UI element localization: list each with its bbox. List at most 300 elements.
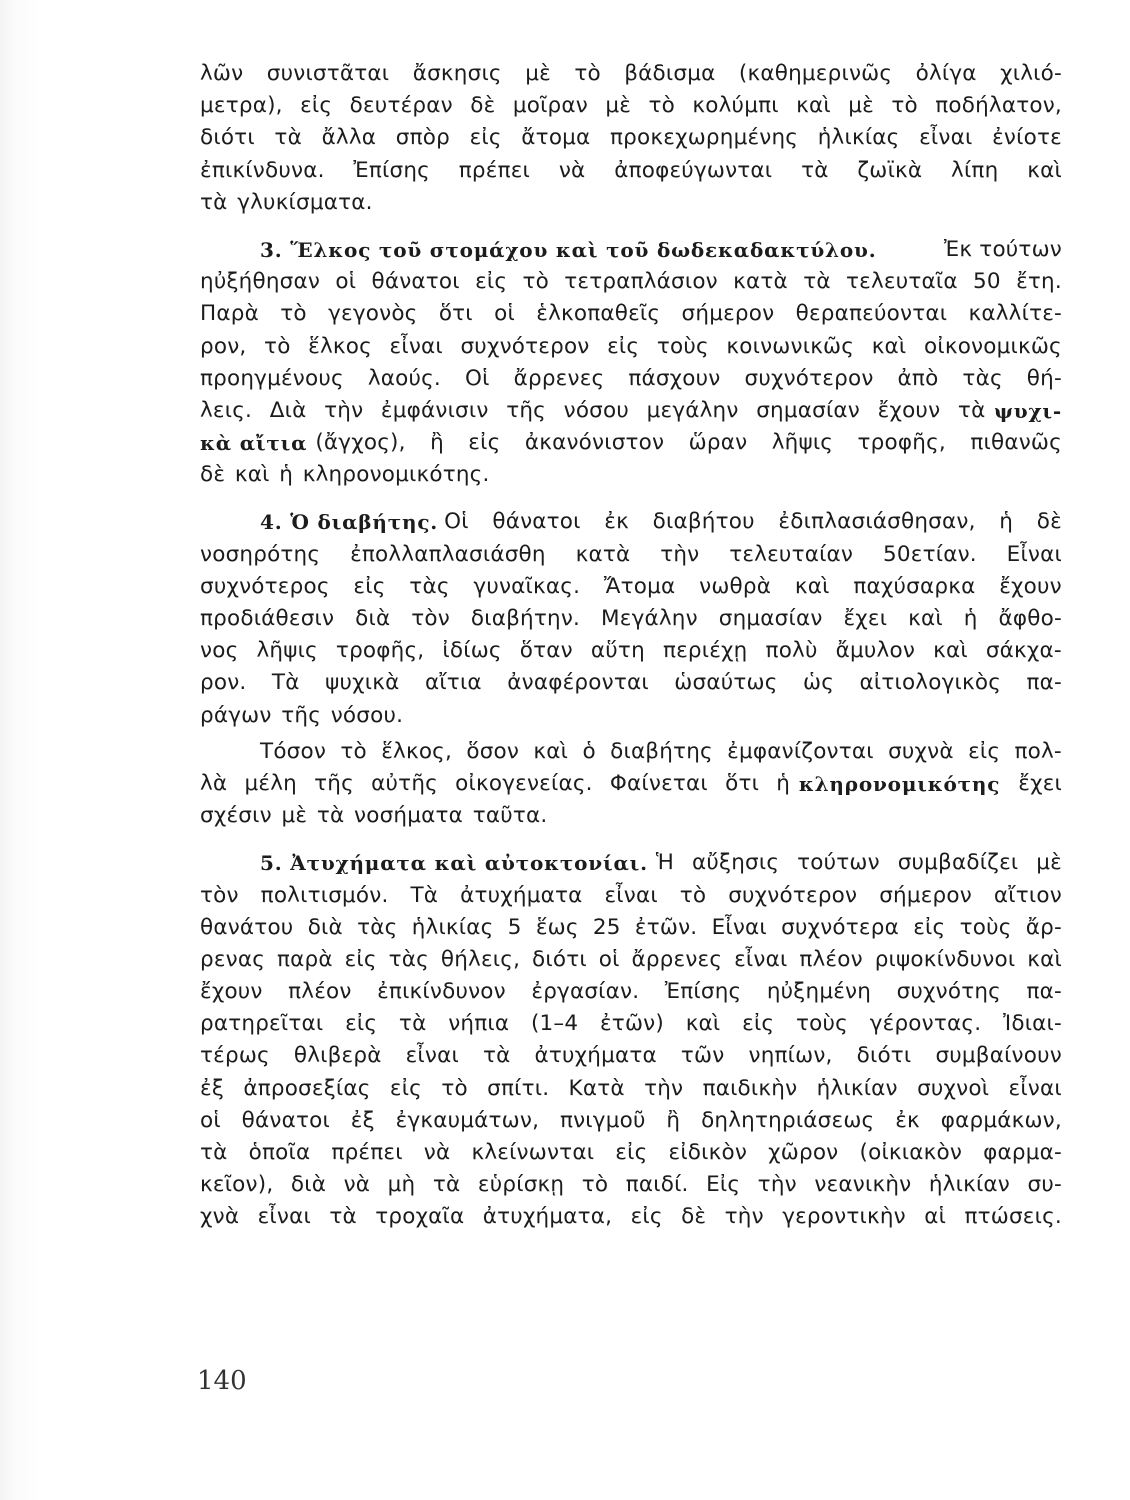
- text-segment: [200, 768, 790, 800]
- text-segment: ἔχει: [1018, 770, 1062, 796]
- word: θεραπεύονται: [795, 301, 948, 327]
- text-line: [200, 1073, 1062, 1105]
- word: μὲ: [525, 61, 551, 86]
- text-line: [200, 1137, 1062, 1169]
- word: ἡ: [279, 462, 294, 488]
- word: λαούς.: [367, 365, 441, 391]
- word: ἀτυχήματα: [534, 1043, 657, 1069]
- text-line: [200, 1105, 1062, 1137]
- word: συχνότερον: [728, 882, 858, 908]
- text-segment: Ἐκ τούτων: [943, 236, 1062, 262]
- word: Τόσον: [260, 738, 327, 764]
- word: ἄσκησις: [412, 61, 502, 86]
- word: καὶ: [871, 333, 907, 359]
- word: ἀναφέρονται: [507, 670, 649, 696]
- word: τῶν: [680, 1043, 725, 1069]
- word: Εἶναι: [711, 914, 767, 940]
- word: χιλιό-: [1000, 61, 1062, 86]
- word: τὰ: [801, 157, 829, 183]
- word: (οἰκιακὸν: [859, 1140, 963, 1165]
- word: λῆψις: [256, 638, 318, 664]
- word: ἡλικίας: [411, 914, 494, 940]
- word: ἔχουν: [999, 573, 1062, 599]
- word: ἔτη.: [1016, 269, 1062, 295]
- word: ὡσαύτως: [674, 670, 778, 696]
- word: συχνότερος: [200, 573, 330, 599]
- text-line: [200, 90, 1062, 122]
- word: θάνατοι: [371, 269, 460, 295]
- word: τὰς: [409, 573, 450, 599]
- word: καὶ: [1027, 157, 1062, 183]
- word: κληρονομικότης.: [302, 462, 490, 488]
- word: τούτων: [797, 850, 880, 876]
- word: Εἰς: [706, 1172, 741, 1198]
- word: γεγονὸς: [328, 301, 418, 327]
- word: συ-: [1027, 1172, 1062, 1198]
- word: τὴν: [660, 541, 700, 567]
- word: φαρμάκων,: [940, 1107, 1062, 1133]
- word: εἶναι: [257, 1204, 311, 1230]
- word: σημασίαν: [718, 606, 823, 631]
- text-line: [200, 736, 1062, 768]
- word: μεγάλην: [646, 397, 739, 423]
- word: εἰς: [607, 333, 640, 359]
- word: νὰ: [343, 1172, 371, 1198]
- word: ἐτῶν): [599, 1011, 664, 1037]
- word: (καθημερινῶς: [738, 61, 893, 86]
- word: ρατηρεῖται: [200, 1011, 324, 1037]
- word: καὶ: [685, 1011, 721, 1037]
- text-line: [200, 395, 1062, 427]
- word: τῆς: [281, 702, 322, 728]
- word: οἱ: [598, 946, 620, 972]
- text-line: [200, 266, 1062, 298]
- word: θάνατοι: [492, 509, 581, 535]
- paragraph-exercise: [200, 58, 1062, 219]
- word: ἡλικίαν: [816, 1075, 898, 1101]
- word: μὲ: [605, 93, 632, 119]
- section-heading-accidents: [260, 847, 648, 879]
- word: πολ-: [1014, 738, 1062, 764]
- paragraph-ulcer: [200, 234, 1062, 492]
- word: τοὺς: [959, 914, 1012, 940]
- text-line: [200, 800, 1062, 832]
- section-heading-ulcer: [260, 234, 876, 266]
- word: ἄτομα: [521, 125, 591, 151]
- word: σημασίαν: [756, 397, 861, 423]
- word: πιθανῶς: [970, 430, 1062, 456]
- word: τὰς: [962, 365, 1003, 391]
- word: νοσήματα: [354, 803, 464, 829]
- word: διὰ: [290, 1172, 327, 1198]
- text-line: [200, 635, 1062, 667]
- word: ἔχουν: [877, 397, 941, 423]
- word: περιέχῃ: [662, 638, 748, 664]
- word: ἀκανόνιστον: [524, 430, 665, 456]
- word: πρέπει: [331, 1140, 403, 1165]
- word: ἡ: [776, 770, 791, 796]
- word: εἶναι: [919, 125, 973, 151]
- word: οἰκονομικῶς: [924, 333, 1062, 359]
- word: Παρὰ: [200, 301, 259, 327]
- word: εὑρίσκῃ: [477, 1172, 565, 1198]
- word: τοὺς: [796, 1011, 848, 1037]
- word: Ἡ: [655, 850, 675, 876]
- word: παιδικὴν: [702, 1075, 798, 1101]
- word: καὶ: [908, 606, 943, 631]
- word: ἀπροσεξίας: [243, 1075, 371, 1101]
- word: καὶ: [533, 738, 569, 764]
- word: χῶρον: [768, 1140, 839, 1165]
- text-line: [200, 1040, 1062, 1072]
- word: τὸν: [411, 606, 450, 631]
- word: ἀπὸ: [897, 365, 939, 391]
- bold-term-heredity: κληρονομικότης: [798, 771, 1001, 796]
- text-line: [200, 912, 1062, 944]
- word: ἡλικίας: [817, 125, 900, 151]
- word: αἴτιον: [993, 882, 1062, 908]
- word: τὸ: [891, 93, 918, 119]
- word: αὐτῆς: [371, 770, 438, 796]
- word: ἡ: [999, 509, 1014, 535]
- text-line: [200, 427, 1062, 459]
- word: ἔχει: [843, 606, 888, 631]
- word: ὥραν: [688, 430, 748, 456]
- word: 50ετίαν.: [883, 541, 977, 567]
- word: ἔχουν: [200, 979, 263, 1005]
- word: πολὺ: [765, 638, 818, 664]
- word: διὰ: [307, 914, 343, 940]
- word: Οἱ: [444, 509, 469, 535]
- word: συχνότερον: [744, 365, 874, 391]
- word: εἰδικὸν: [668, 1140, 748, 1165]
- word: τὸ: [280, 301, 307, 327]
- word: νὰ: [423, 1140, 451, 1165]
- text-segment: [444, 506, 1062, 538]
- word: ὅταν: [519, 638, 573, 664]
- word: ἀτυχήματα: [460, 882, 583, 908]
- word: πολιτισμόν.: [260, 882, 389, 908]
- word: κλείνωνται: [471, 1140, 595, 1165]
- word: τὰ: [274, 125, 302, 151]
- word: εἰς: [345, 1011, 378, 1037]
- word: συχνότερον: [460, 333, 590, 359]
- word: ἐμφανίζονται: [727, 738, 874, 764]
- bold-term-aitia: κὰ αἴτια: [200, 431, 308, 456]
- word: λεις.: [200, 397, 253, 423]
- word: τῆς: [314, 770, 354, 796]
- word: τὰ: [803, 269, 831, 295]
- section-title: Ἀτυχήματα καὶ αὐτοκτονίαι.: [290, 851, 648, 876]
- word: εἰς: [300, 93, 333, 119]
- word: τὸ: [441, 1075, 468, 1101]
- word: θάνατοι: [241, 1107, 330, 1133]
- word: Ἐπίσης: [353, 157, 430, 183]
- word: παρὰ: [276, 946, 333, 972]
- word: παχύσαρκα: [853, 573, 976, 599]
- word: ἕλκος: [308, 333, 372, 359]
- word: τὰ: [316, 803, 345, 829]
- word: συνιστᾶται: [266, 61, 390, 86]
- word: γεροντικὴν: [782, 1204, 906, 1230]
- word: νωθρὰ: [699, 573, 772, 599]
- word: ἐκ: [604, 509, 629, 535]
- text-line: [200, 667, 1062, 699]
- word: ἐπολλαπλασιάσθη: [350, 541, 546, 567]
- word: εἶναι: [734, 946, 788, 972]
- text-line: [200, 331, 1062, 363]
- word: προηγμένους: [200, 365, 344, 391]
- paragraph-heredity: [200, 736, 1062, 833]
- word: ριψοκίνδυνοι: [874, 946, 1016, 972]
- word: ρον,: [200, 333, 247, 359]
- word: τὰ: [398, 1011, 427, 1037]
- word: Τὰ: [271, 670, 300, 696]
- word: καὶ: [1027, 946, 1062, 972]
- word: νόσου: [563, 397, 629, 423]
- word: ἀτυχήματα,: [482, 1204, 613, 1230]
- word: Διὰ: [269, 397, 307, 423]
- word: ράγων: [200, 702, 272, 728]
- word: νόσου.: [330, 702, 404, 728]
- word: αἴτια: [424, 670, 482, 696]
- word: ὀλίγα: [915, 61, 977, 86]
- word: τὴν: [644, 1075, 684, 1101]
- word: σπὸρ: [395, 125, 450, 151]
- word: τὰ: [957, 397, 986, 423]
- word: τροφῆς,: [857, 430, 946, 456]
- word: κατὰ: [733, 269, 788, 295]
- text-line: [200, 298, 1062, 330]
- word: κεῖον),: [200, 1172, 274, 1198]
- text-line: [200, 122, 1062, 154]
- word: δὲ: [200, 462, 226, 488]
- word: κατὰ: [575, 541, 631, 567]
- word: σήμερον: [681, 301, 775, 327]
- word: ἐπικίνδυνον: [377, 979, 506, 1005]
- word: γέροντας.: [869, 1011, 982, 1037]
- word: ἕως: [535, 914, 579, 940]
- section-number: 4.: [260, 510, 283, 535]
- word: ἐμφάνισιν: [380, 397, 489, 423]
- word: ἐργασίαν.: [531, 979, 640, 1005]
- word: ὁποῖα: [248, 1140, 311, 1165]
- word: νὰ: [558, 157, 586, 183]
- text-line: [200, 363, 1062, 395]
- word: 5: [507, 914, 522, 940]
- text-segment: [315, 427, 1062, 459]
- word: ψυχικὰ: [325, 670, 400, 696]
- word: βάδισμα: [624, 61, 716, 86]
- section-heading-diabetes: [260, 506, 438, 538]
- word: καὶ: [796, 93, 831, 119]
- section-number: 3.: [260, 237, 283, 262]
- page-body-text: [200, 58, 1062, 1234]
- word: εἰς: [630, 1204, 663, 1230]
- word: θή-: [1026, 365, 1062, 391]
- word: (1–4: [530, 1011, 579, 1037]
- word: εἰς: [353, 573, 386, 599]
- word: θλιβερὰ: [293, 1043, 382, 1069]
- word: ἐγκαυμάτων,: [395, 1107, 540, 1133]
- text-line: [200, 506, 1062, 538]
- word: αἰτιολογικὸς: [859, 670, 1002, 696]
- word: ἢ: [666, 1107, 681, 1133]
- section-number: 5.: [260, 851, 283, 876]
- word: πα-: [1026, 979, 1062, 1005]
- word: αὕτη: [590, 638, 645, 664]
- word: εἰς: [344, 946, 377, 972]
- word: συμβαδίζει: [897, 850, 1019, 876]
- word: χνὰ: [200, 1204, 240, 1230]
- word: διὰ: [355, 606, 391, 631]
- word: καλλίτε-: [968, 301, 1062, 327]
- word: ὁ: [582, 738, 596, 764]
- word: θήλεις,: [440, 946, 521, 972]
- word: προδιάθεσιν: [200, 606, 335, 631]
- text-line: [200, 234, 1062, 266]
- word: εἰς: [469, 125, 502, 151]
- word: αὔξησις: [692, 850, 780, 876]
- word: ηὐξημένη: [766, 979, 872, 1005]
- word: νήπια: [448, 1011, 510, 1037]
- word: καὶ: [933, 638, 968, 664]
- word: τὰ: [329, 1204, 357, 1230]
- word: φαρμα-: [983, 1140, 1062, 1165]
- word: ζωϊκὰ: [857, 157, 923, 183]
- word: τὸ: [648, 93, 675, 119]
- word: ἐξ: [350, 1107, 375, 1133]
- word: σήμερον: [879, 882, 972, 908]
- word: Ἐπίσης: [664, 979, 742, 1005]
- word: τελευταῖα: [846, 269, 958, 295]
- word: καὶ: [794, 573, 830, 599]
- word: πνιγμοῦ: [559, 1107, 646, 1133]
- word: ἕλκος,: [381, 738, 453, 764]
- word: 25: [592, 914, 621, 940]
- word: εἰς: [913, 914, 946, 940]
- word: Ἰδιαι-: [1002, 1011, 1062, 1037]
- word: νος: [200, 638, 239, 664]
- word: δὲ: [470, 93, 496, 119]
- word: ἡ: [963, 606, 978, 631]
- word: πλέον: [799, 946, 863, 972]
- word: εἰς: [968, 738, 1001, 764]
- word: ἰδίως: [442, 638, 502, 664]
- word: μὴ: [387, 1172, 416, 1198]
- word: ἐτῶν.: [634, 914, 698, 940]
- word: τὸ: [264, 333, 291, 359]
- text-line: [200, 539, 1062, 571]
- word: παιδί.: [625, 1172, 689, 1198]
- word: εἶναι: [1008, 1075, 1062, 1101]
- paragraph-diabetes: [200, 506, 1062, 731]
- section-title: Ὁ διαβήτης.: [290, 510, 439, 535]
- word: προκεχωρημένης: [610, 125, 799, 151]
- word: ἄρρενες: [513, 365, 605, 391]
- word: εἶναι: [405, 1043, 459, 1069]
- word: καὶ: [234, 462, 270, 488]
- word: Οἱ: [464, 365, 490, 391]
- text-line: [200, 944, 1062, 976]
- word: εἰς: [468, 430, 501, 456]
- word: διότι: [856, 1043, 912, 1069]
- word: Εἶναι: [1006, 541, 1062, 567]
- word: συχνότερα: [781, 914, 899, 940]
- word: ταῦτα.: [472, 803, 548, 829]
- word: ἄφθο-: [998, 606, 1062, 631]
- word: τῆς: [506, 397, 546, 423]
- text-line: [200, 603, 1062, 635]
- word: μὲ: [1036, 850, 1062, 876]
- word: ηὐξήθησαν: [200, 269, 321, 295]
- word: νηπίων,: [748, 1043, 833, 1069]
- word: νεανικὴν: [814, 1172, 912, 1198]
- word: πλέον: [288, 979, 352, 1005]
- word: σχέσιν: [200, 803, 272, 829]
- word: οἱ: [335, 269, 357, 295]
- word: σάκχα-: [985, 638, 1062, 664]
- word: σπίτι.: [487, 1075, 550, 1101]
- word: τὸ: [340, 738, 367, 764]
- bold-term-psychika: ψυχι-: [994, 398, 1062, 423]
- text-line: [200, 1169, 1062, 1201]
- text-segment: [200, 395, 986, 427]
- word: τετραπλάσιον: [564, 269, 718, 295]
- word: ἄρ-: [1025, 914, 1062, 940]
- word: τὰ: [432, 1172, 461, 1198]
- word: δὲ: [1036, 509, 1062, 535]
- word: τοὺς: [656, 333, 709, 359]
- word: οἱ: [494, 301, 515, 327]
- word: μετρα),: [200, 93, 283, 119]
- paragraph-accidents: [200, 847, 1062, 1233]
- word: μὲ: [281, 803, 308, 829]
- word: ἢ: [430, 430, 444, 456]
- text-segment: [656, 847, 1062, 879]
- word: 50: [973, 269, 1001, 295]
- word: τὰς: [357, 914, 398, 940]
- word: ἀποφεύγωνται: [614, 157, 773, 183]
- word: οἱ: [200, 1107, 221, 1133]
- word: ἐδιπλασιάσθησαν,: [778, 509, 976, 535]
- word: πάσχουν: [628, 365, 721, 391]
- word: ἑλκοπαθεῖς: [536, 301, 661, 327]
- word: κολύμπι: [692, 93, 779, 119]
- word: θανάτου: [200, 914, 294, 940]
- word: εἰς: [615, 1140, 648, 1165]
- word: συχνοὶ: [917, 1075, 990, 1101]
- word: ὅσον: [466, 738, 520, 764]
- word: εἰς: [389, 1075, 422, 1101]
- word: ἐπικίνδυνα.: [200, 157, 325, 183]
- word: διαβήτου: [652, 509, 755, 535]
- word: τροφῆς,: [335, 638, 425, 664]
- text-line: [200, 768, 1062, 800]
- word: τέρως: [200, 1043, 270, 1069]
- word: τὰ: [200, 1140, 228, 1165]
- word: τὰ: [482, 1043, 511, 1069]
- page-number: 140: [197, 1366, 247, 1396]
- word: τὸ: [581, 1172, 609, 1198]
- word: γλυκίσματα.: [237, 189, 373, 215]
- text-line: [200, 459, 1062, 491]
- word: μέλη: [244, 770, 297, 796]
- word: τὸ: [679, 882, 707, 908]
- word: διαβήτην.: [470, 606, 581, 631]
- word: δηλητηριάσεως: [701, 1107, 875, 1133]
- word: νοσηρότης: [200, 541, 321, 567]
